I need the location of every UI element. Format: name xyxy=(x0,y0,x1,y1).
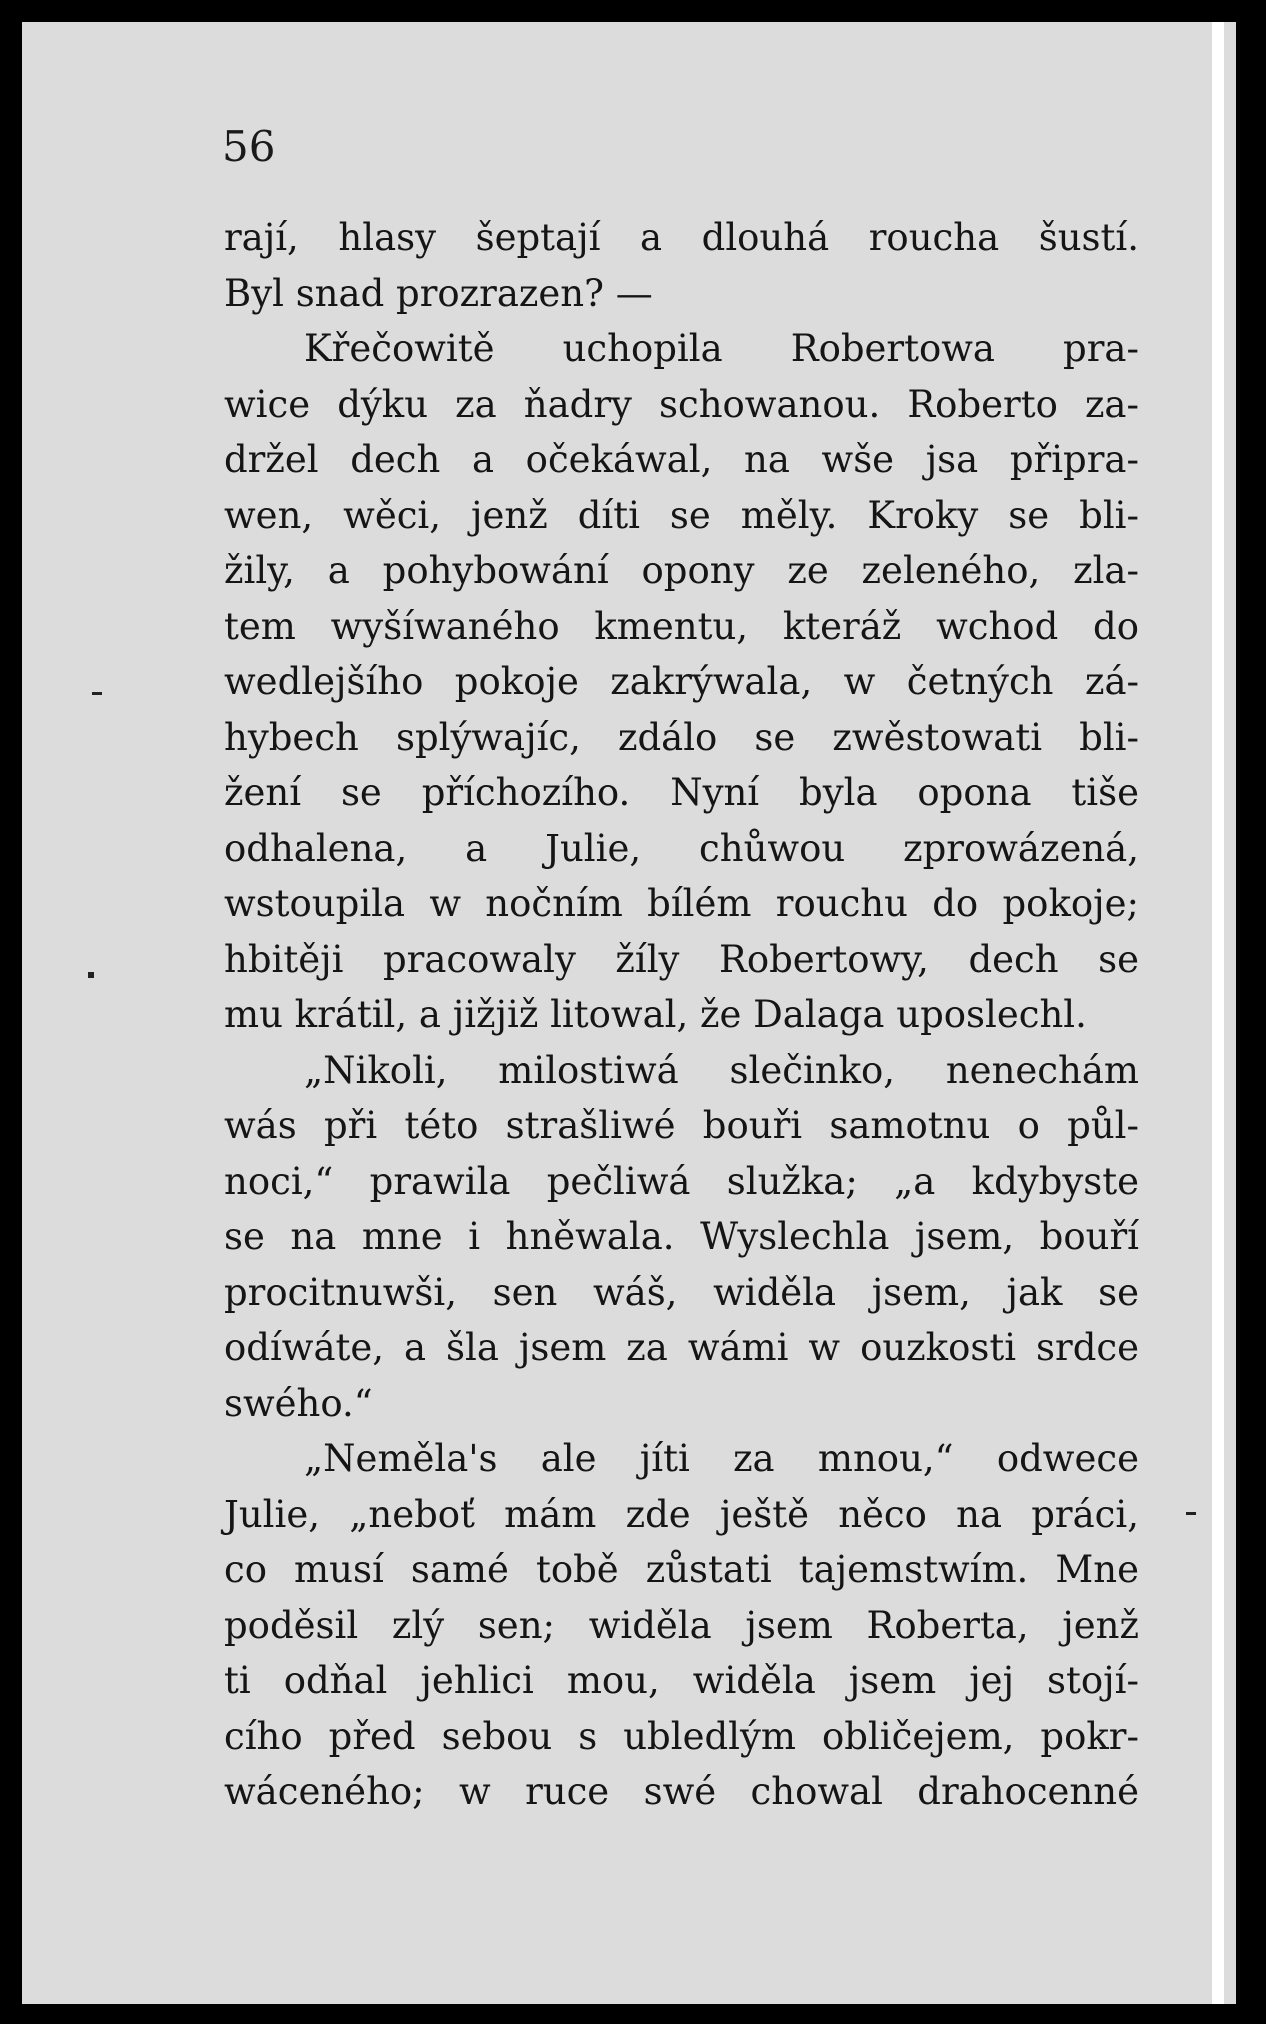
scan-border xyxy=(1242,0,1266,2024)
text-line: wás při této strašliwé bouři samotnu o půl- xyxy=(224,1104,1139,1147)
text-line: držel dech a očekáwal, na wše jsa připrа- xyxy=(224,438,1139,481)
page-number: 56 xyxy=(222,122,276,171)
book-page xyxy=(22,22,1236,2004)
text-line: odhalena, a Julie, chůwou zprowázená, xyxy=(224,826,1139,870)
text-line: se na mne i hněwala. Wyslechla jsem, bouří xyxy=(224,1215,1139,1258)
text-line: tem wyšíwaného kmentu, kteráž wchod do xyxy=(224,604,1139,648)
scan-speck xyxy=(1186,1512,1196,1515)
text-line: noci,“ prawila pečliwá služka; „a kdybyste xyxy=(224,1159,1139,1203)
text-line: žení se příchozího. Nyní byla opona tiše xyxy=(224,771,1139,814)
text-line: wáceného; w ruce swé chowal drahocenné xyxy=(224,1770,1139,1813)
text-line: swého.“ xyxy=(224,1381,373,1425)
text-line: co musí samé tobě zůstati tajemstwím. Mne xyxy=(224,1548,1139,1591)
paragraph xyxy=(224,1431,1139,1820)
text-line: odíwáte, a šla jsem za wámi w ouzkosti srdce xyxy=(224,1326,1139,1369)
text-line: „Neměla's ale jíti za mnou,“ odwece xyxy=(304,1437,1139,1480)
body-text xyxy=(224,210,1139,1820)
text-line: poděsil zlý sen; widěla jsem Roberta, jenž xyxy=(224,1603,1139,1647)
text-line: procitnuwši, sen wáš, widěla jsem, jak se xyxy=(224,1270,1139,1314)
text-line: Byl snad prozrazen? — xyxy=(224,271,653,315)
text-line: ti odňal jehlici mou, widěla jsem jej stojí- xyxy=(224,1659,1139,1702)
text-line: rají, hlasy šeptají a dlouhá roucha šustí. xyxy=(224,216,1139,259)
text-line: Julie, „neboť mám zde ještě něco na práci, xyxy=(224,1492,1139,1536)
paragraph xyxy=(224,1043,1139,1432)
paragraph xyxy=(224,210,1139,321)
text-line: hybech splýwajíc, zdálo se zwěstowati bli- xyxy=(224,715,1139,759)
text-line: „Nikoli, milostiwá slečinko, nenechám xyxy=(304,1048,1139,1092)
scan-speck xyxy=(92,692,102,695)
paragraph xyxy=(224,321,1139,1043)
text-line: mu krátil, a jižjiž litowal, že Dalaga uposlechl. xyxy=(224,993,1087,1036)
text-line: cího před sebou s ubledlým obličejem, pokr- xyxy=(224,1714,1139,1758)
text-line: žily, a pohybowání opony ze zeleného, zla- xyxy=(224,549,1139,592)
text-line: wen, wěci, jenž díti se měly. Kroky se bli- xyxy=(224,493,1139,537)
text-line: wice dýku za ňadry schowanou. Roberto za- xyxy=(224,382,1139,426)
page-edge xyxy=(1212,22,1224,2004)
text-line: Křečowitě uchopila Robertowa pra- xyxy=(304,327,1139,370)
text-line: hbitěji pracowaly žíly Robertowy, dech se xyxy=(224,937,1139,981)
text-line: wedlejšího pokoje zakrýwala, w četných zá- xyxy=(224,660,1139,703)
text-line: wstoupila w nočním bílém rouchu do pokoje; xyxy=(224,882,1139,925)
scan-speck xyxy=(88,972,94,978)
